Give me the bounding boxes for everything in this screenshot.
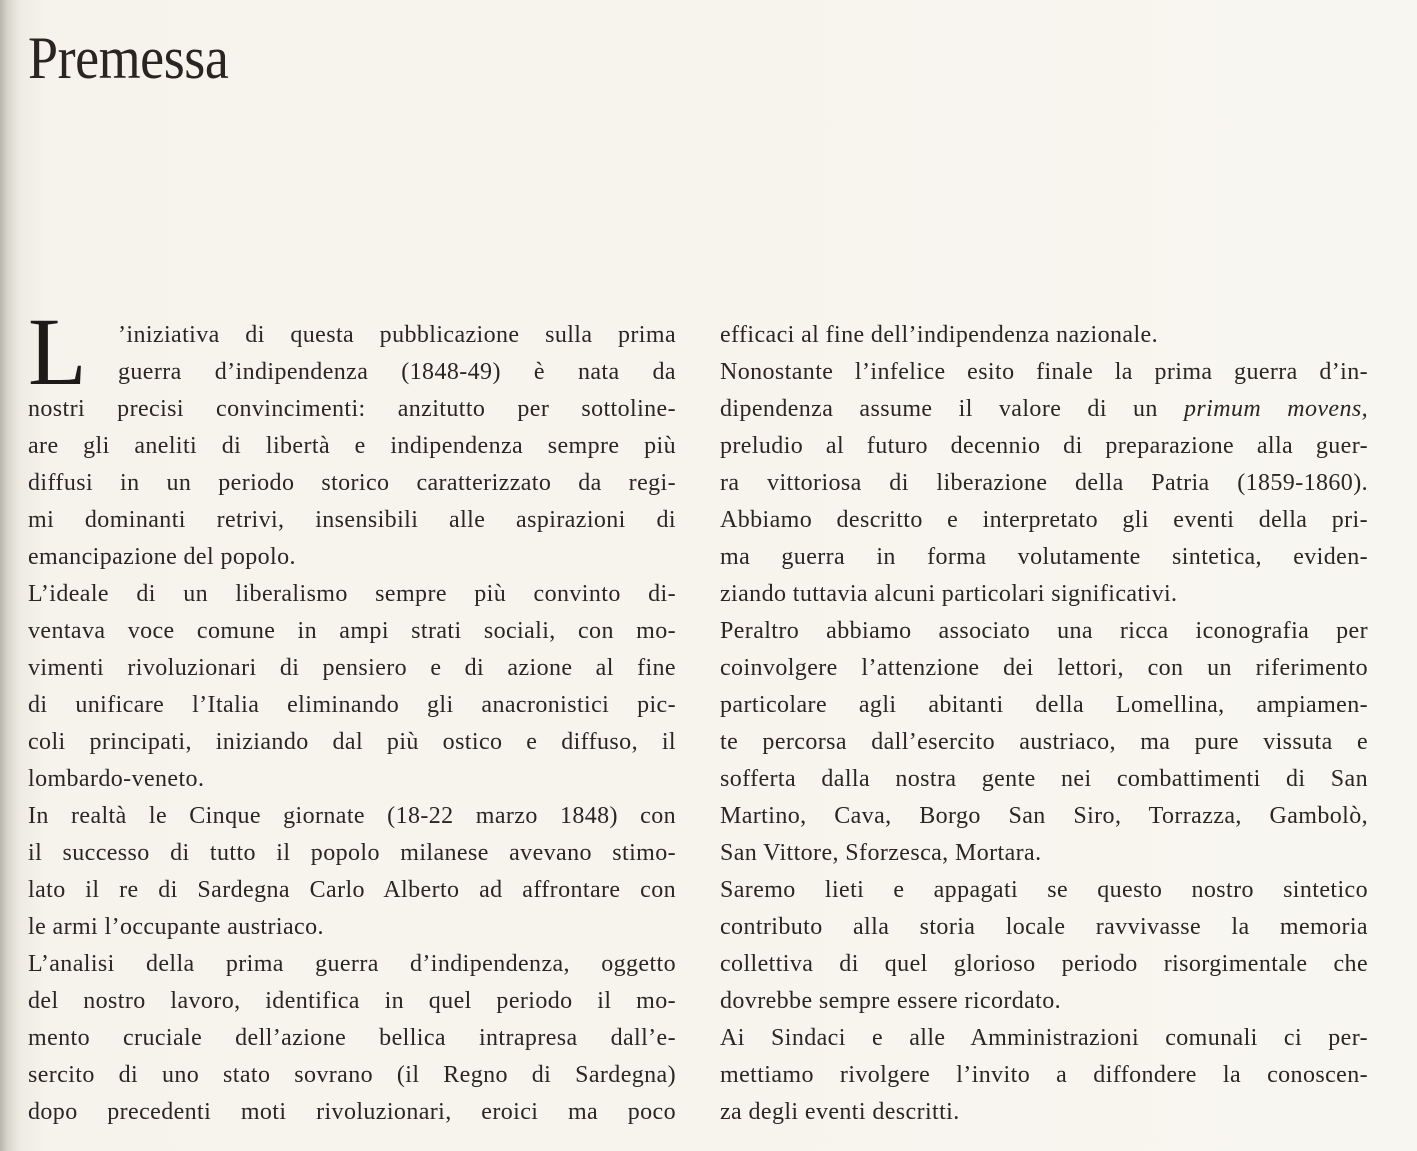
paragraph-line: le armi l’occupante austriaco.	[28, 914, 324, 940]
paragraph-line: contributo alla storia locale ravvivasse la memoria	[720, 914, 1368, 940]
paragraph-line: del nostro lavoro, identifica in quel periodo il mo-	[28, 988, 676, 1014]
paragraph-line: mi dominanti retrivi, insensibili alle aspirazioni di	[28, 507, 676, 533]
paragraph-line: coinvolgere l’attenzione dei lettori, con un riferimento	[720, 655, 1368, 681]
paragraph-line: emancipazione del popolo.	[28, 544, 296, 570]
paragraph-line	[720, 391, 1368, 428]
page-title: Premessa	[28, 25, 229, 91]
paragraph-line: mento cruciale dell’azione bellica intrapresa dall’e-	[28, 1025, 676, 1051]
paragraph-line: ventava voce comune in ampi strati sociali, con mo-	[28, 618, 676, 644]
paragraph-line: Nonostante l’infelice esito finale la prima guerra d’in-	[720, 359, 1368, 385]
paragraph-line: particolare agli abitanti della Lomellina, ampiamen-	[720, 692, 1368, 718]
paragraph-line: ziando tuttavia alcuni particolari significativi.	[720, 581, 1178, 607]
paragraph-line: ra vittoriosa di liberazione della Patria (1859-1860).	[720, 470, 1368, 496]
paragraph-line: Martino, Cava, Borgo San Siro, Torrazza, Gambolò,	[720, 803, 1368, 829]
paragraph-line: Ai Sindaci e alle Amministrazioni comunali ci per-	[720, 1025, 1368, 1051]
left-column	[28, 298, 676, 1131]
right-column	[720, 317, 1368, 1131]
paragraph-line: Peraltro abbiamo associato una ricca iconografia per	[720, 618, 1368, 644]
paragraph-line: vimenti rivoluzionari di pensiero e di azione al fine	[28, 655, 676, 681]
paragraph-line: are gli aneliti di libertà e indipendenza sempre più	[28, 433, 676, 459]
italic-phrase: primum movens,	[1184, 396, 1368, 422]
drop-cap: L	[28, 298, 87, 405]
paragraph-line: za degli eventi descritti.	[720, 1099, 960, 1125]
paragraph-line: guerra d’indipendenza (1848-49) è nata da	[118, 359, 676, 385]
paragraph-line: il successo di tutto il popolo milanese avevano stimo-	[28, 840, 676, 866]
paragraph-line: ’iniziativa di questa pubblicazione sulla prima	[118, 322, 676, 348]
paragraph-line: dopo precedenti moti rivoluzionari, eroici ma poco	[28, 1099, 676, 1125]
paragraph-line: lato il re di Sardegna Carlo Alberto ad affrontare con	[28, 877, 676, 903]
paragraph-line: efficaci al fine dell’indipendenza nazionale.	[720, 322, 1158, 348]
paragraph-line: collettiva di quel glorioso periodo risorgimentale che	[720, 951, 1368, 977]
paragraph-line: dovrebbe sempre essere ricordato.	[720, 988, 1062, 1014]
paragraph-line: Saremo lieti e appagati se questo nostro sintetico	[720, 877, 1368, 903]
paragraph-line: sercito di uno stato sovrano (il Regno di Sardegna)	[28, 1062, 676, 1088]
paragraph-line-text: dipendenza assume il valore di un	[720, 396, 1158, 422]
paragraph-line: preludio al futuro decennio di preparazione alla guer-	[720, 433, 1368, 459]
paragraph-line: di unificare l’Italia eliminando gli anacronistici pic-	[28, 692, 676, 718]
paragraph-line: Abbiamo descritto e interpretato gli eventi della pri-	[720, 507, 1368, 533]
paragraph-line: coli principati, iniziando dal più ostico e diffuso, il	[28, 729, 676, 755]
paragraph-line: lombardo-veneto.	[28, 766, 205, 792]
paragraph-line: L’ideale di un liberalismo sempre più convinto di-	[28, 581, 676, 607]
paragraph-line: sofferta dalla nostra gente nei combattimenti di San	[720, 766, 1368, 792]
paragraph-line: diffusi in un periodo storico caratterizzato da regi-	[28, 470, 676, 496]
paragraph-line: ma guerra in forma volutamente sintetica, eviden-	[720, 544, 1368, 570]
paragraph-line: mettiamo rivolgere l’invito a diffondere la conoscen-	[720, 1062, 1368, 1088]
paragraph-line: te percorsa dall’esercito austriaco, ma pure vissuta e	[720, 729, 1368, 755]
paragraph-line: San Vittore, Sforzesca, Mortara.	[720, 840, 1042, 866]
paragraph-line: In realtà le Cinque giornate (18-22 marzo 1848) con	[28, 803, 676, 829]
paragraph-line: L’analisi della prima guerra d’indipendenza, oggetto	[28, 951, 676, 977]
paragraph-line: nostri precisi convincimenti: anzitutto per sottoline-	[28, 396, 676, 422]
